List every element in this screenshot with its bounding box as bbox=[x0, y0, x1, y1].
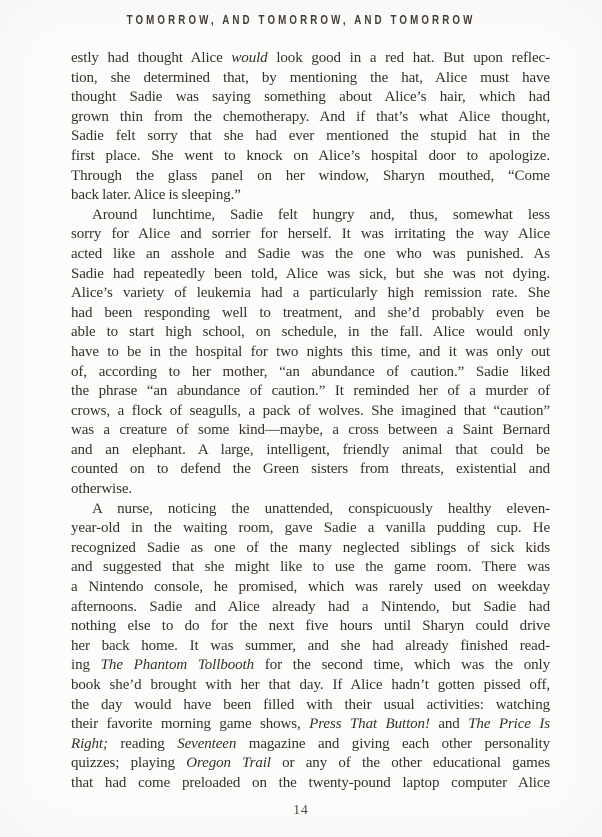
text-line: thought Sadie was saying something about Alice’s hair, which had bbox=[71, 89, 550, 106]
text-line: Through the glass panel on her window, Sharyn mouthed, “Come bbox=[71, 167, 550, 184]
text-line: first place. She went to knock on Alice’s hospital door to apologize. bbox=[71, 147, 550, 164]
text-line: back later. Alice is sleeping.” bbox=[71, 187, 241, 204]
text-line: have to be in the hospital for two nights this time, and it was only out bbox=[71, 343, 550, 360]
text-line: Sadie had repeatedly been told, Alice was sick, but she was not dying. bbox=[71, 265, 550, 282]
text-line: afternoons. Sadie and Alice already had a Nintendo, but Sadie had bbox=[71, 598, 550, 615]
text-line: A nurse, noticing the unattended, conspicuously healthy eleven- bbox=[92, 500, 550, 517]
paragraph bbox=[71, 206, 550, 500]
text-line: had been responding well to treatment, and she’d probably even be bbox=[71, 304, 550, 321]
paragraph bbox=[71, 500, 550, 794]
text-line: acted like an asshole and Sadie was the one who was punished. As bbox=[71, 245, 550, 262]
text-line: was a creature of some kind—maybe, a cross between a Saint Bernard bbox=[71, 422, 550, 439]
text-line: crows, a flock of seagulls, a pack of wolves. She imagined that “caution” bbox=[71, 402, 550, 419]
text-line: able to start high school, on schedule, in the fall. Alice would only bbox=[71, 324, 550, 341]
text-line: the day would have been filled with their usual activities: watching bbox=[71, 696, 550, 713]
text-line: a Nintendo console, he promised, which was rarely used on weekday bbox=[71, 579, 550, 596]
text-line: Sadie felt sorry that she had ever mentioned the stupid hat in the bbox=[71, 128, 550, 145]
text-line: and an elephant. A large, intelligent, friendly animal that could be bbox=[71, 441, 550, 458]
text-line: book she’d brought with her that day. If Alice hadn’t gotten pissed off, bbox=[71, 677, 550, 693]
text-line: Around lunchtime, Sadie felt hungry and, thus, somewhat less bbox=[92, 206, 550, 223]
text-line: counted on to defend the Green sisters from threats, existential and bbox=[71, 461, 550, 478]
page-body bbox=[71, 49, 550, 794]
text-line: otherwise. bbox=[71, 481, 133, 498]
text-line: nothing else to do for the next five hours until Sharyn could drive bbox=[71, 618, 550, 635]
text-line: Right; reading Seventeen magazine and giving each other personality bbox=[71, 735, 551, 752]
text-line: estly had thought Alice would look good in a red hat. But upon reflec- bbox=[71, 50, 550, 66]
text-line: sorry for Alice and sorrier for herself. It was irritating the way Alice bbox=[71, 226, 550, 243]
paragraph bbox=[71, 49, 550, 206]
text-line: her back home. It was summer, and she had already finished read- bbox=[71, 637, 550, 654]
text-line: their favorite morning game shows, Press That Button! and The Price Is bbox=[71, 716, 550, 733]
text-line: ing The Phantom Tollbooth for the second time, which was the only bbox=[71, 657, 551, 674]
text-line: recognized Sadie as one of the many neglected siblings of sick kids bbox=[71, 539, 550, 556]
text-line: that had come preloaded on the twenty-pound laptop computer Alice bbox=[71, 774, 550, 791]
text-line: grown thin from the chemotherapy. And if that’s what Alice thought, bbox=[71, 108, 550, 125]
running-header: TOMORROW, AND TOMORROW, AND TOMORROW bbox=[126, 13, 476, 27]
text-line: and suggested that she might like to use the game room. There was bbox=[71, 559, 550, 576]
text-line: of, according to her mother, “an abundance of caution.” Sadie liked bbox=[71, 363, 550, 380]
text-line: the phrase “an abundance of caution.” It reminded her of a murder of bbox=[71, 383, 550, 400]
text-line: year-old in the waiting room, gave Sadie a vanilla pudding cup. He bbox=[71, 520, 550, 537]
text-line: Alice’s variety of leukemia had a particularly high remission rate. She bbox=[71, 285, 550, 302]
text-line: tion, she determined that, by mentioning the hat, Alice must have bbox=[71, 69, 550, 86]
page-number: 14 bbox=[293, 802, 309, 817]
text-line: quizzes; playing Oregon Trail or any of the other educational games bbox=[71, 755, 551, 772]
